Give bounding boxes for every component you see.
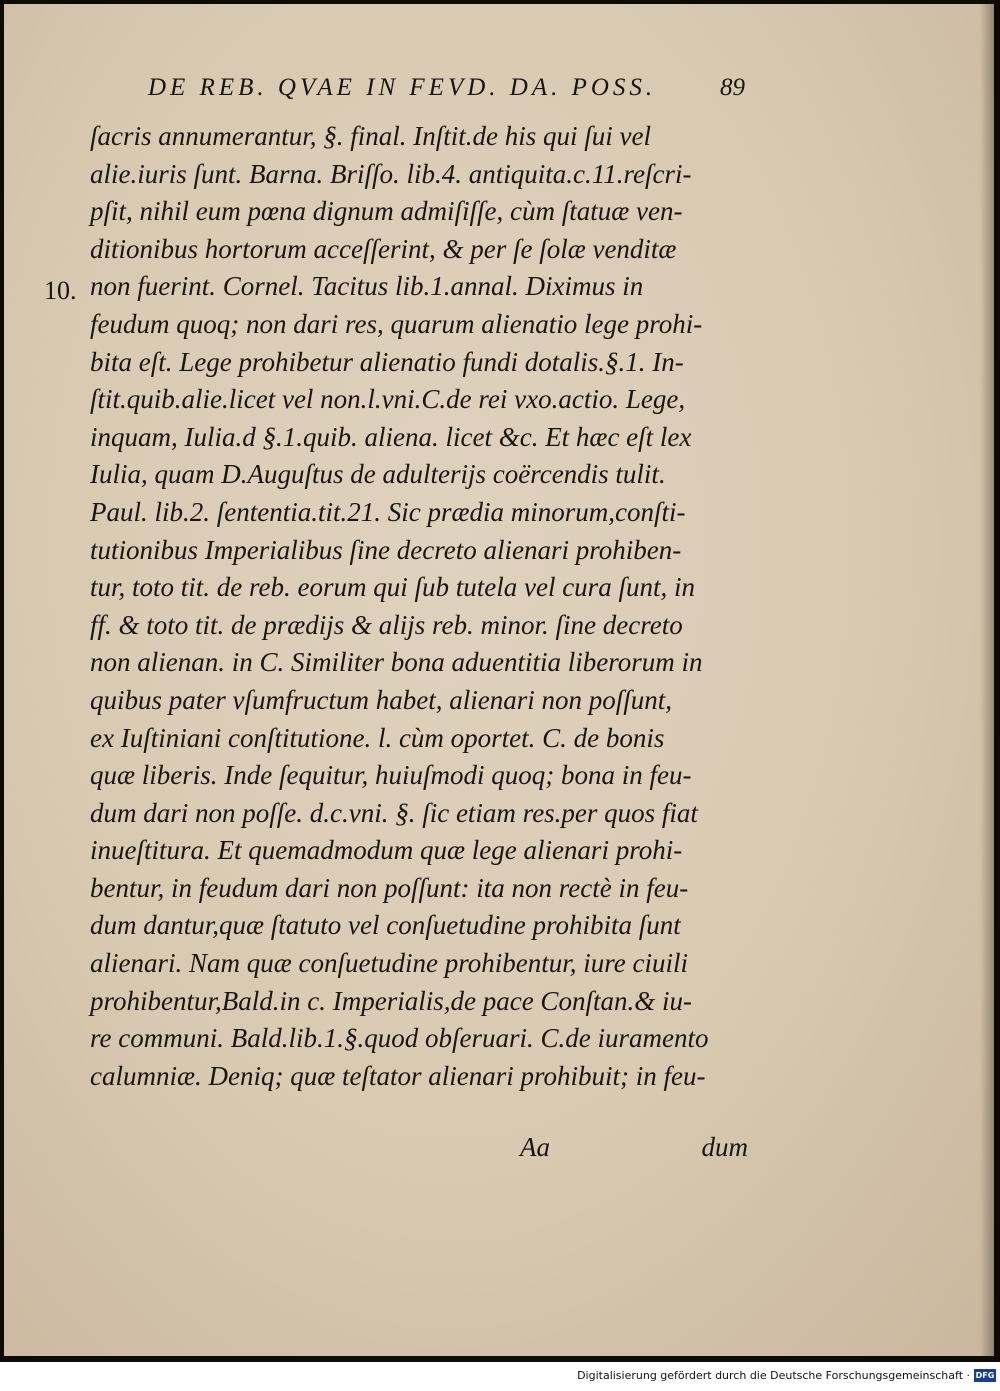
text-line: ditionibus hortorum acceſſerint, & per ſe ſolæ venditæ (90, 233, 677, 264)
folio-number: 89 (720, 74, 745, 101)
text-line: dum dari non poſſe. d.c.vni. §. ſic etiam res.per quos fiat (90, 797, 698, 828)
text-line: ſacris annumerantur, §. final. Inſtit.de his qui ſui vel (90, 121, 651, 151)
page-edge-shadow (980, 4, 994, 1356)
running-title: DE REB. QVAE IN FEVD. DA. POSS. (148, 74, 657, 101)
text-line: tur, toto tit. de reb. eorum qui ſub tutela vel cura ſunt, in (90, 572, 695, 603)
text-line: calumniæ. Deniq; quæ teſtator alienari prohibuit; in feu‑ (90, 1060, 706, 1091)
text-line: dum dantur,quæ ſtatuto vel conſuetudine prohibita ſunt (90, 910, 681, 941)
text-line: Paul. lib.2. ſententia.tit.21. Sic prædia minorum,conſti‑ (90, 496, 686, 527)
text-line: quibus pater vſumfructum habet, alienari non poſſunt, (90, 684, 672, 715)
text-line: re communi. Bald.lib.1.§.quod obſeruari. C.de iuramento (90, 1023, 709, 1054)
text-line: alienari. Nam quæ conſuetudine prohibentur, iure ciuili (90, 948, 688, 979)
text-line: Iulia, quam D.Auguſtus de adulterijs coërcendis tulit. (90, 459, 666, 490)
footer-bar (0, 1362, 1000, 1391)
text-line: ſtit.quib.alie.licet vel non.l.vni.C.de rei vxo.actio. Lege, (90, 384, 686, 415)
text-line: ff. & toto tit. de prædijs & alijs reb. minor. ſine decreto (90, 609, 683, 640)
text-line: bentur, in feudum dari non poſſunt: ita non rectè in feu‑ (90, 872, 689, 903)
text-line: non alienan. in C. Similiter bona aduentitia liberorum in (90, 647, 703, 678)
catchword-row (90, 1128, 770, 1166)
body-text (90, 118, 770, 1095)
text-line: bita eſt. Lege prohibetur alienatio fundi dotalis.§.1. In‑ (90, 346, 684, 377)
catchword: dum (701, 1132, 748, 1162)
text-line: alie.iuris ſunt. Barna. Briſſo. lib.4. antiquita.c.11.reſcri‑ (90, 158, 692, 189)
text-line: prohibentur,Bald.in c. Imperialis,de pace Conſtan.& iu‑ (90, 985, 692, 1016)
text-line: inquam, Iulia.d §.1.quib. aliena. licet &c. Et hæc eſt lex (90, 421, 692, 452)
signature-mark: Aa (520, 1132, 550, 1162)
text-line: pſit, nihil eum pœna dignum admiſiſſe, cùm ſtatuæ ven‑ (90, 196, 683, 227)
funding-credit: Digitalisierung gefördert durch die Deutsche Forschungsgemeinschaft · (577, 1369, 970, 1382)
margin-line-number: 10. (44, 276, 77, 305)
text-line: tutionibus Imperialibus ſine decreto alienari prohiben‑ (90, 534, 682, 565)
dfg-logo-icon: DFG (975, 1371, 995, 1380)
text-line: feudum quoq; non dari res, quarum alienatio lege prohi‑ (90, 308, 703, 339)
text-line: ex Iuſtiniani conſtitutione. l. cùm oportet. C. de bonis (90, 722, 665, 753)
text-line: inueſtitura. Et quemadmodum quæ lege alienari prohi‑ (90, 835, 683, 866)
text-line: non fuerint. Cornel. Tacitus lib.1.annal. Diximus in (90, 271, 644, 302)
text-line: quæ liberis. Inde ſequitur, huiuſmodi quoq; bona in feu‑ (90, 760, 692, 791)
